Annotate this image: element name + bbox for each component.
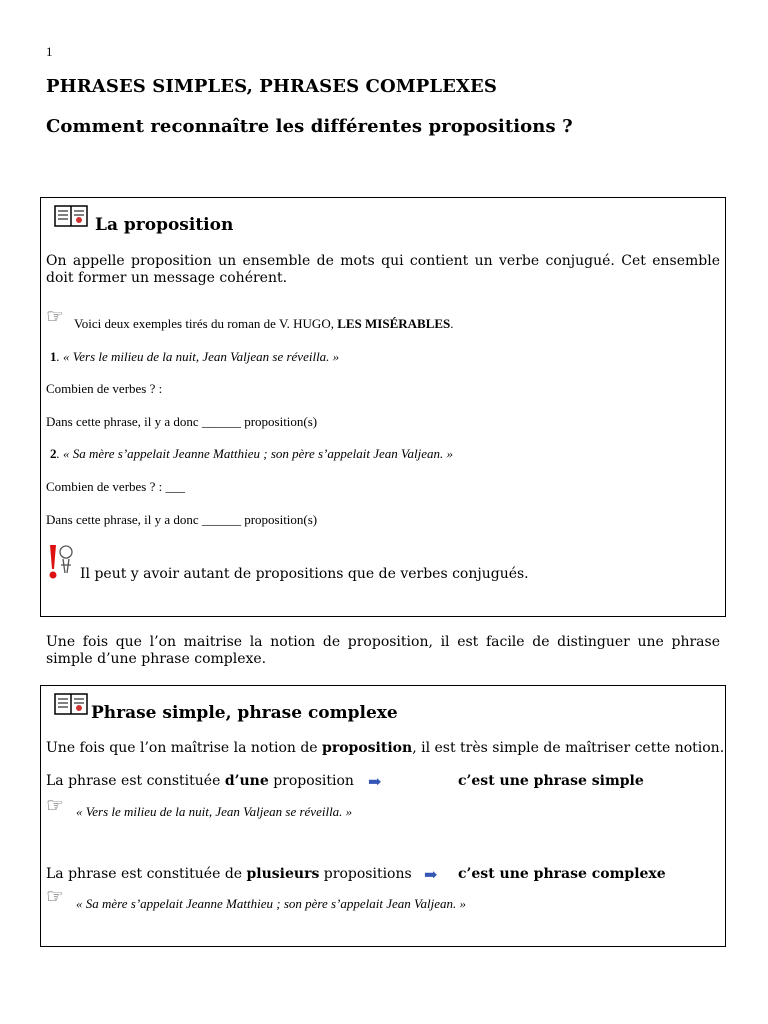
rule-complex: La phrase est constituée de plusieurs propositions: [46, 866, 412, 882]
book-icon: [54, 692, 88, 716]
example-1-verbs-question: Combien de verbes ? :: [46, 381, 163, 396]
example-1: 1. « Vers le milieu de la nuit, Jean Valjean se réveilla. »: [50, 349, 340, 364]
section-heading-simple-complex: Phrase simple, phrase complexe: [91, 703, 398, 723]
section-heading-proposition: La proposition: [95, 215, 234, 235]
note-text: Il peut y avoir autant de propositions que de verbes conjugués.: [80, 566, 529, 582]
right-arrow-icon: ➡: [424, 865, 438, 884]
examples-intro: Voici deux exemples tirés du roman de V. HUGO, LES MISÉRABLES.: [74, 316, 454, 331]
example-1-propositions-question: Dans cette phrase, il y a donc ______ proposition(s): [46, 414, 318, 429]
page-number: 1: [46, 44, 53, 59]
rule-simple-example: « Vers le milieu de la nuit, Jean Valjean se réveilla. »: [76, 804, 353, 819]
rule-simple-result: c’est une phrase simple: [458, 773, 644, 789]
transition-text: Une fois que l’on maitrise la notion de proposition, il est facile de distinguer une phrase simple d’une phrase complexe.: [46, 634, 720, 667]
warning-exclamation-icon: [46, 543, 78, 581]
example-2-verbs-question: Combien de verbes ? : ___: [46, 479, 185, 494]
example-2-propositions-question: Dans cette phrase, il y a donc ______ proposition(s): [46, 512, 318, 527]
page-title: PHRASES SIMPLES, PHRASES COMPLEXES: [46, 76, 497, 97]
definition-text: On appelle proposition un ensemble de mots qui contient un verbe conjugué. Cet ensemble doit former un message cohérent.: [46, 253, 720, 286]
pointing-hand-icon: ☞: [46, 793, 64, 817]
pointing-hand-icon: ☞: [46, 304, 64, 328]
rule-complex-example: « Sa mère s’appelait Jeanne Matthieu ; son père s’appelait Jean Valjean. »: [76, 896, 467, 911]
section2-intro: Une fois que l’on maîtrise la notion de proposition, il est très simple de maîtriser cette notion.: [46, 740, 725, 756]
page-subtitle: Comment reconnaître les différentes propositions ?: [46, 116, 573, 137]
pointing-hand-icon: ☞: [46, 884, 64, 908]
rule-complex-result: c’est une phrase complexe: [458, 866, 666, 882]
right-arrow-icon: ➡: [368, 772, 382, 791]
book-icon: [54, 204, 88, 228]
novel-title: LES MISÉRABLES: [337, 316, 451, 331]
rule-simple: La phrase est constituée d’une proposition: [46, 773, 354, 789]
example-2: 2. « Sa mère s’appelait Jeanne Matthieu ; son père s’appelait Jean Valjean. »: [50, 446, 454, 461]
